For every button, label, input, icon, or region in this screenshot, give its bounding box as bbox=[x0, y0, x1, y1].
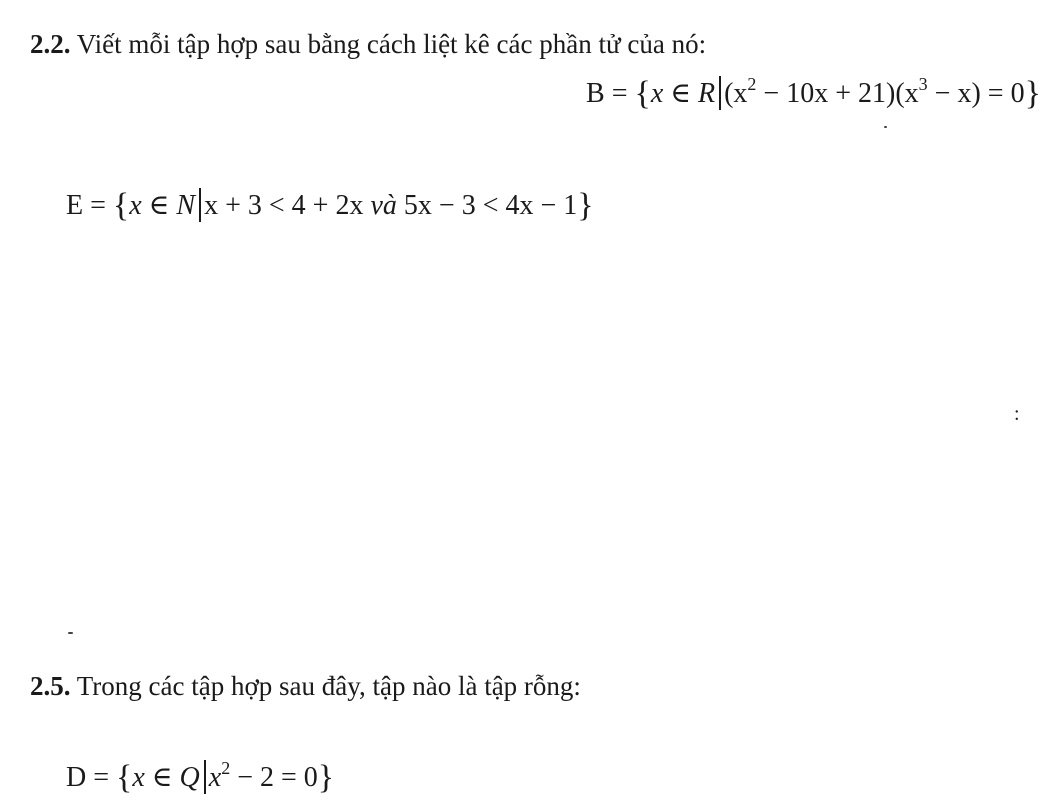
set-e-formula bbox=[66, 186, 594, 226]
open-brace: { bbox=[634, 75, 651, 112]
set-name: E bbox=[66, 190, 84, 221]
set-domain: R bbox=[697, 78, 716, 109]
open-brace: { bbox=[116, 759, 133, 796]
exercise-2-2-heading bbox=[30, 28, 706, 60]
set-variable: x bbox=[650, 78, 664, 109]
condition-1: x + 3 < 4 + 2x bbox=[204, 190, 364, 221]
exponent-2: 2 bbox=[747, 74, 757, 94]
exercise-number: 2.5. bbox=[30, 671, 71, 701]
exercise-number: 2.2. bbox=[30, 29, 71, 59]
condition-part-c: − x) = 0 bbox=[927, 78, 1025, 109]
equals-sign: = bbox=[90, 190, 106, 221]
scan-speck bbox=[884, 126, 887, 128]
set-b-formula bbox=[586, 74, 1041, 114]
condition-part-a: x bbox=[208, 762, 222, 793]
conjunction: và bbox=[370, 190, 397, 221]
exponent-2: 2 bbox=[221, 758, 231, 778]
divider-bar bbox=[199, 188, 201, 222]
close-brace: } bbox=[317, 759, 335, 796]
condition-part-a: (x bbox=[724, 78, 748, 109]
condition-part-b: − 2 = 0 bbox=[230, 762, 318, 793]
margin-mark: : bbox=[1014, 403, 1020, 425]
set-d-formula bbox=[66, 758, 334, 798]
set-domain: Q bbox=[179, 762, 200, 793]
set-name: B bbox=[586, 78, 605, 109]
close-brace: } bbox=[1024, 75, 1041, 112]
set-variable: x bbox=[129, 190, 142, 221]
set-name: D bbox=[66, 762, 87, 793]
set-domain: N bbox=[176, 190, 196, 221]
element-of-symbol: ∈ bbox=[151, 762, 173, 793]
close-brace: } bbox=[577, 187, 594, 224]
element-of-symbol: ∈ bbox=[148, 190, 170, 221]
exercise-instruction: Viết mỗi tập hợp sau bằng cách liệt kê các phần tử của nó: bbox=[76, 29, 707, 59]
equals-sign: = bbox=[611, 78, 628, 109]
element-of-symbol: ∈ bbox=[670, 78, 691, 109]
exponent-3: 3 bbox=[918, 74, 928, 94]
open-brace: { bbox=[112, 187, 130, 224]
condition-part-b: − 10x + 21)(x bbox=[756, 78, 919, 109]
divider-bar bbox=[719, 76, 721, 110]
exercise-instruction: Trong các tập hợp sau đây, tập nào là tập rỗng: bbox=[76, 671, 581, 701]
condition-2: 5x − 3 < 4x − 1 bbox=[403, 190, 578, 221]
equals-sign: = bbox=[93, 762, 110, 793]
scan-speck bbox=[68, 632, 73, 634]
exercise-2-5-heading bbox=[30, 670, 581, 702]
divider-bar bbox=[204, 760, 206, 794]
set-variable: x bbox=[132, 762, 145, 793]
